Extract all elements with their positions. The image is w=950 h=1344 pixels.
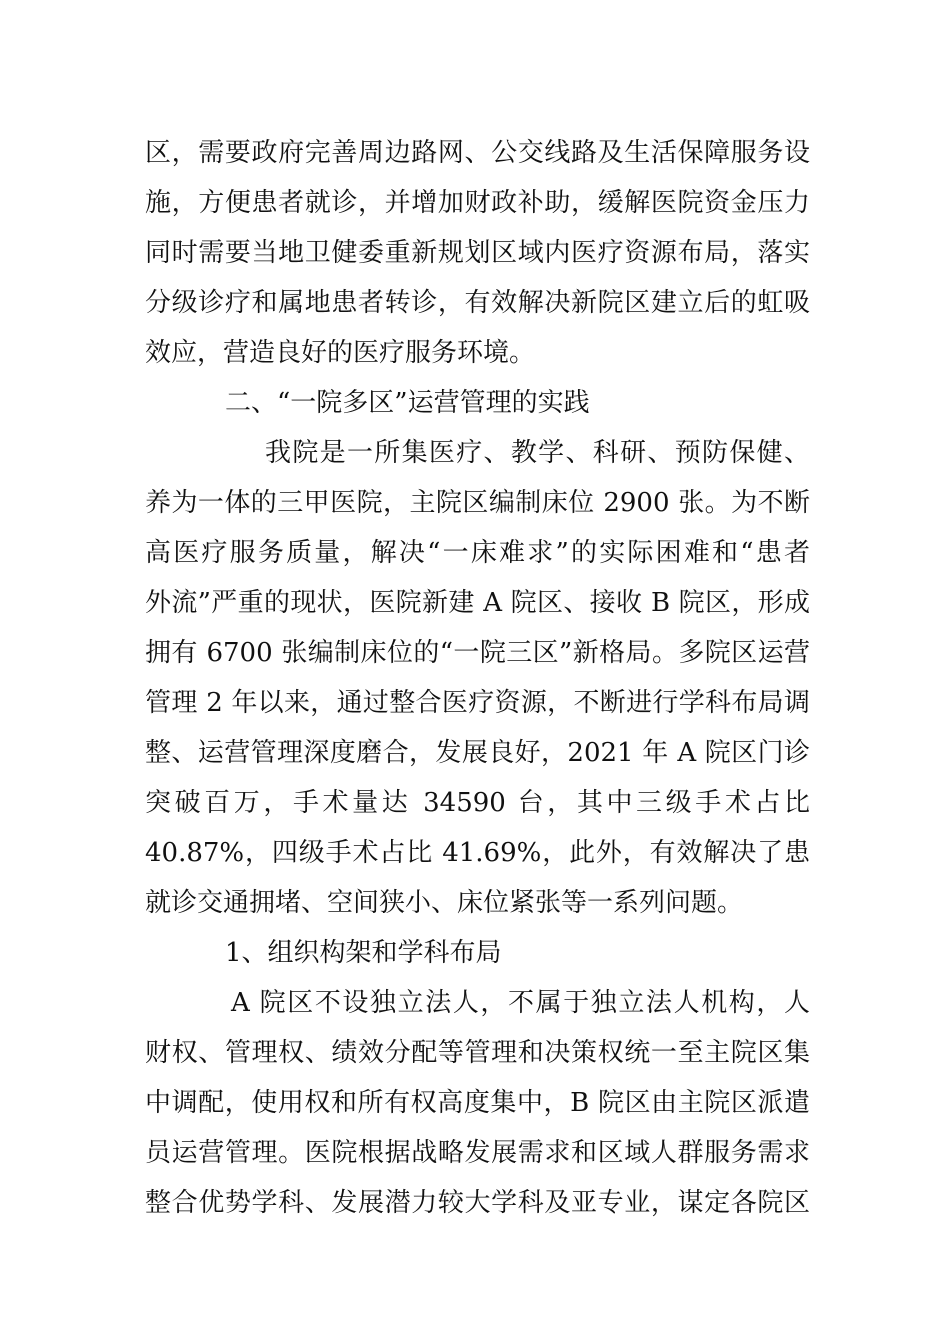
section-heading: 二、“一院多区”运营管理的实践 xyxy=(225,388,590,418)
paragraph-line: 整合优势学科、发展潜力较大学科及亚专业，谋定各院区 xyxy=(145,1188,810,1218)
paragraph-line: 就诊交通拥堵、空间狭小、床位紧张等一系列问题。 xyxy=(145,888,744,918)
paragraph-line: 效应，营造良好的医疗服务环境。 xyxy=(145,338,536,368)
paragraph-line: A 院区不设独立法人，不属于独立法人机构，人 xyxy=(231,988,810,1018)
paragraph-line: 整、运营管理深度磨合，发展良好，2021 年 A 院区门诊 xyxy=(145,738,810,768)
paragraph-line: 管理 2 年以来，通过整合医疗资源，不断进行学科布局调 xyxy=(145,688,810,718)
paragraph-line: 员运营管理。医院根据战略发展需求和区域人群服务需求 xyxy=(145,1138,810,1168)
paragraph-line: 财权、管理权、绩效分配等管理和决策权统一至主院区集 xyxy=(145,1038,810,1068)
paragraph-line: 区，需要政府完善周边路网、公交线路及生活保障服务设 xyxy=(145,138,810,168)
paragraph-line: 我院是一所集医疗、教学、科研、预防保健、 xyxy=(265,438,810,468)
paragraph-line: 中调配，使用权和所有权高度集中，B 院区由主院区派遣 xyxy=(145,1088,810,1118)
paragraph-line: 40.87%，四级手术占比 41.69%，此外，有效解决了患 xyxy=(145,838,810,868)
paragraph-line: 外流”严重的现状，医院新建 A 院区、接收 B 院区，形成 xyxy=(145,588,810,618)
paragraph-line: 分级诊疗和属地患者转诊，有效解决新院区建立后的虹吸 xyxy=(145,288,810,318)
paragraph-line: 高医疗服务质量，解决“一床难求”的实际困难和“患者 xyxy=(145,538,810,568)
subheading: 1、组织构架和学科布局 xyxy=(225,938,502,968)
paragraph-line: 突破百万，手术量达 34590 台，其中三级手术占比 xyxy=(145,788,810,818)
paragraph-line: 施，方便患者就诊，并增加财政补助，缓解医院资金压力 xyxy=(145,188,810,218)
paragraph-line: 养为一体的三甲医院，主院区编制床位 2900 张。为不断 xyxy=(145,488,810,518)
paragraph-line: 拥有 6700 张编制床位的“一院三区”新格局。多院区运营 xyxy=(145,638,810,668)
paragraph-line: 同时需要当地卫健委重新规划区域内医疗资源布局，落实 xyxy=(145,238,810,268)
document-body xyxy=(145,128,810,1228)
